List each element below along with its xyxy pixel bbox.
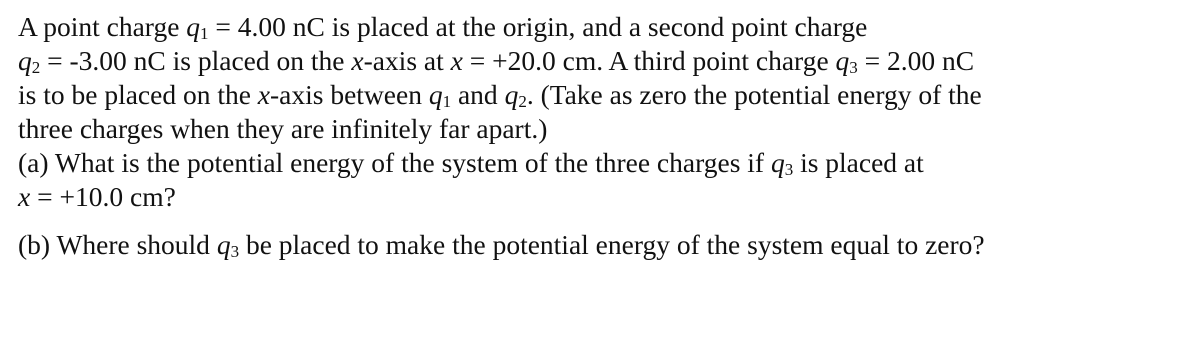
text-run: three charges when they are infinitely far apart.) <box>18 113 548 144</box>
subscript: 3 <box>849 58 858 77</box>
variable-x: x <box>450 45 463 76</box>
text-run: (a) What is the potential energy of the system of the three charges if <box>18 147 771 178</box>
variable-x: x <box>351 45 364 76</box>
text-run: be placed to make the potential energy of the system equal to zero? <box>239 229 985 260</box>
problem-text <box>18 10 1190 262</box>
text-run: = -3.00 nC is placed on the <box>40 45 352 76</box>
text-run: (b) Where should <box>18 229 217 260</box>
part-a-line-1 <box>18 146 1190 180</box>
subscript: 2 <box>518 92 527 111</box>
text-run: -axis at <box>363 45 451 76</box>
intro-line-2 <box>18 44 1190 78</box>
text-run: A point charge <box>18 11 187 42</box>
subscript: 2 <box>31 58 41 77</box>
text-run: is to be placed on the <box>18 79 258 110</box>
text-run: = 4.00 nC is placed at the origin, and a second point charge <box>208 11 868 42</box>
variable-q: q <box>186 11 201 42</box>
subscript: 3 <box>784 160 794 179</box>
variable-q: q <box>835 45 850 76</box>
subscript: 3 <box>230 242 240 261</box>
text-run: = 2.00 nC <box>857 45 975 76</box>
variable-x: x <box>257 79 271 110</box>
intro-line-3 <box>18 78 1190 112</box>
variable-q: q <box>770 147 785 178</box>
spacer <box>18 214 1190 228</box>
text-run: and <box>451 79 505 110</box>
subscript: 1 <box>442 92 452 111</box>
variable-q: q <box>216 229 231 260</box>
intro-line-4 <box>18 112 1190 146</box>
text-run: . (Take as zero the potential energy of the <box>526 79 982 110</box>
text-run: = +10.0 cm? <box>30 181 176 212</box>
text-run: -axis between <box>270 79 429 110</box>
variable-q: q <box>18 45 32 76</box>
variable-x: x <box>18 181 31 212</box>
part-a-line-2 <box>18 180 1190 214</box>
intro-line-1 <box>18 10 1190 44</box>
text-run: = +20.0 cm. A third point charge <box>462 45 836 76</box>
text-run: is placed at <box>793 147 924 178</box>
part-b-line-1 <box>18 228 1190 262</box>
subscript: 1 <box>200 24 209 43</box>
variable-q: q <box>428 79 443 110</box>
variable-q: q <box>504 79 519 110</box>
